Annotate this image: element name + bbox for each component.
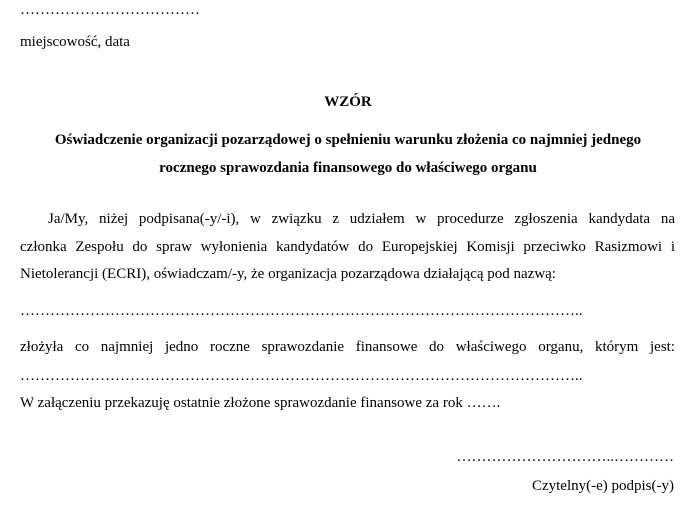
document-subtitle-line-1: Oświadczenie organizacji pozarządowej o spełnieniu warunku złożenia co najmniej jednego <box>54 132 642 148</box>
org-name-fill-line: ………………………………………………………………………………………………….. <box>20 303 583 319</box>
document-title: WZÓR <box>324 94 372 110</box>
organ-fill-line: ………………………………………………………………………………………………….. <box>20 368 583 384</box>
body-paragraph-line-1 <box>20 211 675 228</box>
body-paragraph-line-3: Nietolerancji (ECRI), oświadczam/-y, że organizacja pozarządowa działającą pod nazwą: <box>20 266 556 282</box>
body-paragraph-line-2: członka Zespołu do spraw wyłonienia kandydatów do Europejskiej Komisji przeciwko Rasizmowi i <box>20 239 675 255</box>
document-subtitle-line-2: rocznego sprawozdania finansowego do właściwego organu <box>159 160 537 176</box>
signature-label: Czytelny(-e) podpis(-y) <box>531 478 674 494</box>
signature-line: …………………………..………… <box>456 449 674 465</box>
place-date-dots: ……………………………… <box>20 2 200 18</box>
body-text-line-1: Ja/My, niżej podpisana(-y/-i), w związku z udziałem w procedurze zgłoszenia kandydata na <box>48 211 675 227</box>
place-date-label: miejscowość, data <box>20 34 130 50</box>
attachment-statement: W załączeniu przekazuję ostatnie złożone sprawozdanie finansowe za rok ……. <box>20 395 501 411</box>
body-paragraph-line-4: złożyła co najmniej jedno roczne sprawozdanie finansowe do właściwego organu, którym jest: <box>20 339 675 355</box>
